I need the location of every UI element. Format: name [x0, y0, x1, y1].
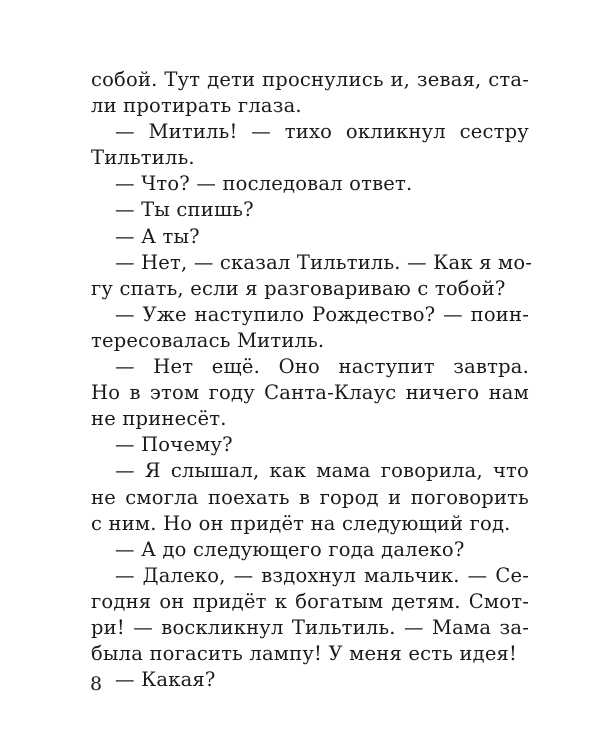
text-line: — Ты спишь? [115, 198, 254, 222]
text-line: — Я слышал, как мама говорила, что [115, 459, 529, 483]
text-line: гу спать, если я разговариваю с тобой? [91, 276, 506, 300]
text-line: — Какая? [115, 668, 216, 692]
text-line: собой. Тут дети проснулись и, зевая, ста- [91, 68, 529, 91]
text-line: — Нет, — сказал Тильтиль. — Как я мо- [115, 250, 533, 274]
text-line: ли протирать глаза. [91, 94, 302, 118]
page-number: 8 [90, 673, 103, 695]
text-line: годня он придёт к богатым детям. Смот- [91, 589, 529, 613]
text-line: — А ты? [115, 224, 200, 248]
text-line: — Что? — последовал ответ. [115, 172, 413, 196]
text-line: — Нет ещё. Оно наступит завтра. [115, 355, 529, 379]
text-line: — Митиль! — тихо окликнул сестру [115, 120, 529, 144]
text-line: не смогла поехать в город и поговорить [91, 485, 529, 509]
body-text [91, 67, 533, 693]
text-line: Тильтиль. [91, 146, 195, 170]
text-line: — Почему? [115, 433, 233, 457]
text-line: — Далеко, — вздохнул мальчик. — Се- [115, 563, 529, 587]
text-line: тересовалась Митиль. [91, 328, 325, 352]
text-line: с ним. Но он придёт на следующий год. [91, 511, 511, 535]
text-line: — Уже наступило Рождество? — поин- [115, 302, 529, 326]
text-line: — А до следующего года далеко? [115, 537, 465, 561]
text-line: ри! — воскликнул Тильтиль. — Мама за- [91, 615, 529, 639]
text-line: Но в этом году Санта-Клаус ничего нам [91, 381, 529, 405]
text-line: была погасить лампу! У меня есть идея! [91, 642, 518, 666]
text-line: не принесёт. [91, 407, 227, 431]
